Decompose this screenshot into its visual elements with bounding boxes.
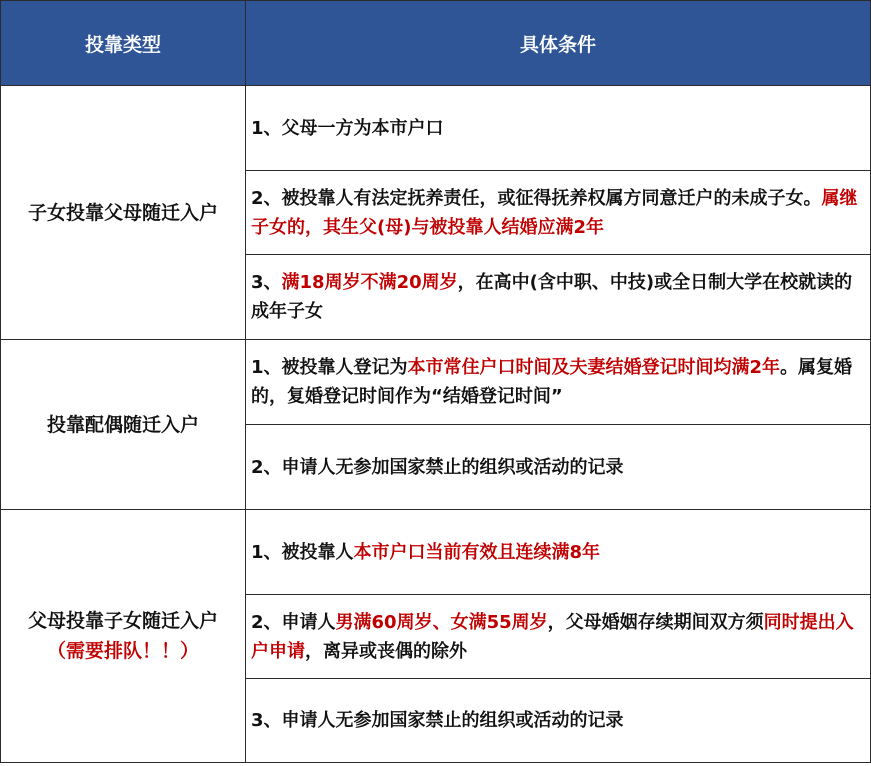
type-label: 投靠配偶随迁入户	[46, 413, 199, 436]
type-cell	[1, 510, 246, 763]
condition-text: 2、被投靠人有法定抚养责任，或征得抚养权属方同意迁户的未成子女。	[251, 187, 822, 209]
table-row	[1, 340, 871, 425]
condition-text: 3、	[251, 272, 282, 293]
condition-text: 2、申请人	[251, 611, 336, 633]
condition-highlight: 满18周岁不满20周岁	[281, 272, 458, 293]
condition-cell	[246, 255, 871, 340]
condition-text: ，父母婚姻存续期间双方须	[547, 611, 764, 633]
condition-text: 2、申请人无参加国家禁止的组织或活动的记录	[251, 456, 624, 478]
header-row	[1, 1, 871, 86]
condition-highlight: 本市常住户口时间及夫妻结婚登记时间均满2年	[407, 357, 781, 378]
condition-text: 3、申请人无参加国家禁止的组织或活动的记录	[251, 710, 624, 731]
condition-highlight: 本市户口当前有效且连续满8年	[353, 541, 601, 563]
condition-cell	[246, 425, 871, 510]
condition-highlight: 属继子女的，其生父(母)与被投靠人结婚应满2年	[251, 187, 858, 238]
condition-text: 1、被投靠人	[251, 541, 354, 563]
queue-note: （需要排队！！）	[46, 640, 199, 662]
condition-cell	[246, 595, 871, 679]
type-label: 子女投靠父母随迁入户	[27, 201, 218, 224]
table-row	[1, 86, 871, 171]
condition-text: ，离异或丧偶的除外	[305, 640, 467, 662]
type-label: 父母投靠子女随迁入户	[27, 610, 218, 632]
type-cell	[1, 86, 246, 340]
condition-cell	[246, 510, 871, 595]
table-row	[1, 510, 871, 595]
header-type: 投靠类型	[1, 1, 246, 86]
type-cell	[1, 340, 246, 510]
condition-text: ，在高中(含中职、中技)或全日制大学在校就读的成年子女	[251, 272, 853, 322]
condition-highlight: 同时提出入户申请	[251, 611, 854, 662]
condition-cell	[246, 86, 871, 171]
condition-text: 。属复婚的，复婚登记时间作为“结婚登记时间”	[251, 357, 853, 407]
condition-cell	[246, 340, 871, 425]
condition-cell	[246, 679, 871, 763]
condition-text: 1、父母一方为本市户口	[251, 117, 444, 139]
header-condition: 具体条件	[246, 1, 871, 86]
condition-highlight: 男满60周岁、女满55周岁	[335, 611, 548, 633]
condition-text: 1、被投靠人登记为	[251, 357, 408, 378]
condition-cell	[246, 171, 871, 255]
